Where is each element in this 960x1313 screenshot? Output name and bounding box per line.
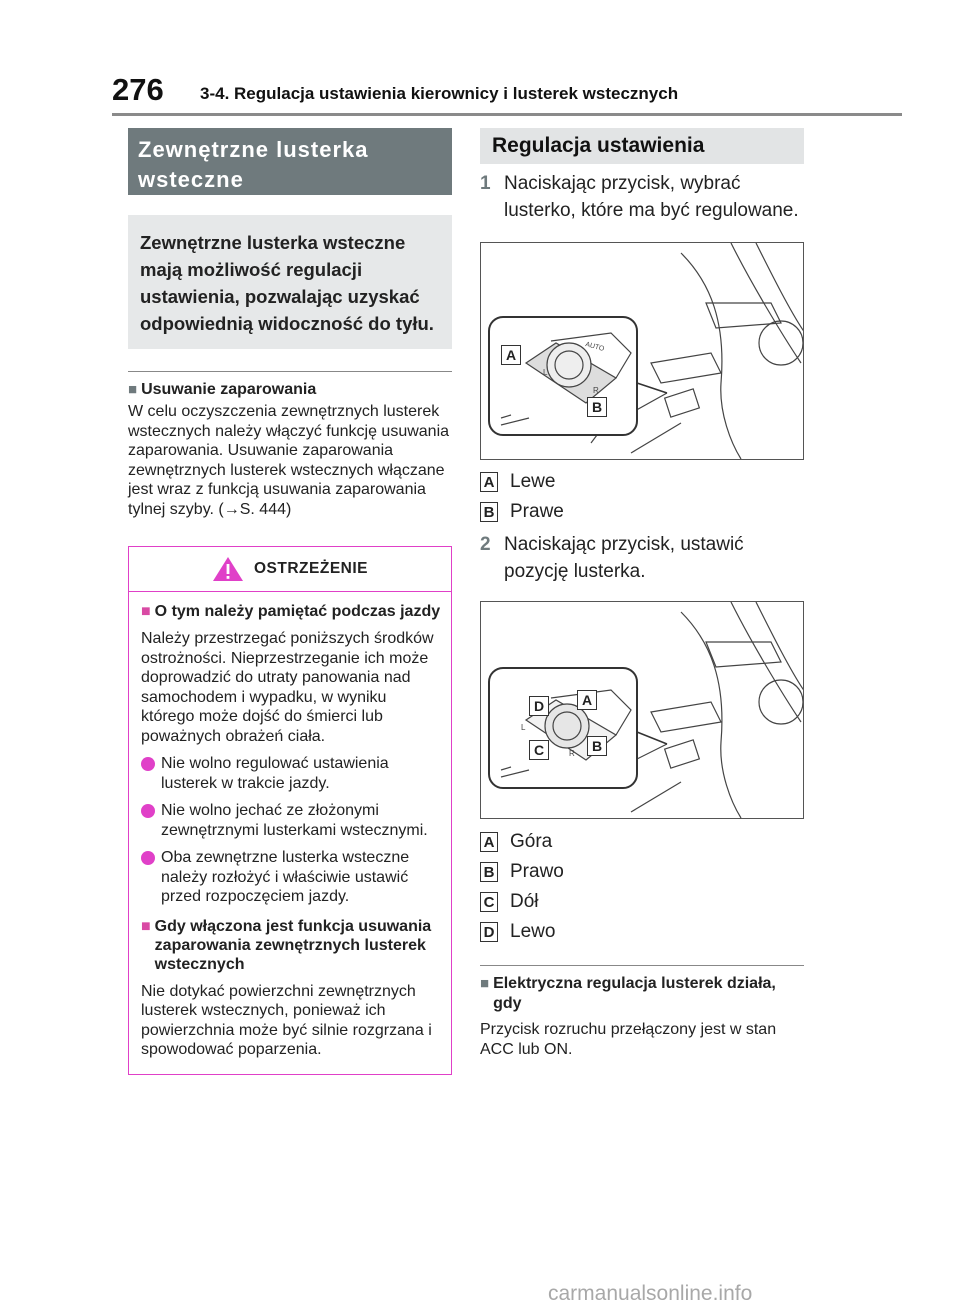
warning-title: OSTRZEŻENIE <box>253 560 368 577</box>
callout-b: B <box>587 736 607 756</box>
legend-key: D <box>480 922 498 942</box>
legend-label: Góra <box>510 831 553 852</box>
warning-paragraph: Należy przestrzegać poniższych środków ostrożności. Nieprzestrzeganie ich może doprowadzić do utraty panowania nad samochodem i wypadku, w wyniku którego może dojść do śmierci lub poważnych obrażeń ciała. <box>141 630 434 745</box>
electric-text: Przycisk rozruchu przełączony jest w stan ACC lub ON. <box>480 1021 777 1058</box>
step-number: 1 <box>480 173 491 194</box>
left-column <box>128 128 452 1075</box>
left-label: L <box>543 368 548 377</box>
page-header <box>0 0 960 120</box>
warning-paragraph: Nie dotykać powierzchni zewnętrznych lusterek wstecznych, ponieważ ich powierzchnia może być silnie rozgrzana i spowodować poparzenia. <box>141 982 432 1058</box>
square-bullet-icon: ■ <box>128 381 138 398</box>
bullet-dot-icon <box>141 804 155 818</box>
callout-c: C <box>529 740 549 760</box>
watermark: carmanualsonline.info <box>548 1282 753 1305</box>
right-column <box>480 128 804 1059</box>
figure-select-mirror <box>480 242 804 460</box>
step-number: 2 <box>480 534 491 555</box>
callout-b: B <box>587 397 607 417</box>
intro-box: Zewnętrzne lusterka wsteczne mają możliwość regulacji ustawienia, pozwalając uzyskać odpowiednią widoczność do tyłu. <box>128 215 452 349</box>
defog-heading-text: Usuwanie zaparowania <box>141 381 317 398</box>
warning-triangle-icon <box>212 556 244 582</box>
warning-divider <box>129 591 451 592</box>
callout-a: A <box>501 345 521 365</box>
legend-label: Lewo <box>510 921 556 942</box>
warning-body <box>129 602 451 1060</box>
warning-subheading-text: Gdy włączona jest funkcja usuwania zaparowania zewnętrznych lusterek wstecznych <box>154 917 432 973</box>
legend-label: Prawe <box>510 501 564 522</box>
divider <box>480 965 804 966</box>
square-bullet-icon: ■ <box>141 917 151 935</box>
divider <box>128 371 452 372</box>
section-title-adjustment: Regulacja ustawienia <box>480 128 804 164</box>
bullet-text: Oba zewnętrzne lusterka wsteczne należy rozłożyć i właściwie ustawić przed rozpoczęciem jazdy. <box>161 849 410 905</box>
warning-subheading <box>141 602 441 621</box>
legend-item <box>480 857 804 887</box>
warning-subheading <box>141 917 441 974</box>
callout-d: D <box>529 696 549 716</box>
legend-adjust <box>480 827 804 947</box>
electric-heading-text: Elektryczna regulacja lusterek działa, gdy <box>493 975 776 1012</box>
legend-item <box>480 497 804 527</box>
bullet-text: Nie wolno jechać ze złożonymi zewnętrznymi lusterkami wstecznymi. <box>161 802 428 839</box>
legend-key: C <box>480 892 498 912</box>
legend-item <box>480 827 804 857</box>
electric-heading <box>480 974 804 1014</box>
bullet-text: Nie wolno regulować ustawienia lusterek w trakcie jazdy. <box>161 755 389 792</box>
legend-key: B <box>480 502 498 522</box>
mirror-switch-illustration <box>481 243 804 459</box>
legend-item <box>480 917 804 947</box>
legend-key: A <box>480 472 498 492</box>
left-label: L <box>521 723 526 732</box>
defog-text: W celu oczyszczenia zewnętrznych lusterek wstecznych należy włączyć funkcję usuwania zaparowania. Usuwanie zaparowania zewnętrznych lusterek wstecznych włączane jest wraz z funkcją usuwania zaparowania tylnej szyby. (→S. 444) <box>128 403 450 518</box>
legend-item <box>480 887 804 917</box>
auto-label: AUTO <box>584 341 605 353</box>
step-text: Naciskając przycisk, wybrać lusterko, które ma być regulowane. <box>504 173 799 221</box>
bullet-dot-icon <box>141 757 155 771</box>
bullet-dot-icon <box>141 851 155 865</box>
right-label: R <box>593 386 599 395</box>
legend-key: A <box>480 832 498 852</box>
warning-bullet <box>141 754 441 793</box>
page-number: 276 <box>112 72 164 107</box>
step-text: Naciskając przycisk, ustawić pozycję lusterka. <box>504 534 744 582</box>
callout-a: A <box>577 690 597 710</box>
legend-key: B <box>480 862 498 882</box>
warning-bullet <box>141 801 441 840</box>
legend-label: Prawo <box>510 861 564 882</box>
warning-bullet <box>141 848 441 907</box>
figure-adjust-mirror <box>480 601 804 819</box>
square-bullet-icon: ■ <box>480 975 490 992</box>
chapter-title: 3-4. Regulacja ustawienia kierownicy i lusterek wstecznych <box>200 84 679 103</box>
legend-label: Lewe <box>510 471 556 492</box>
warning-box <box>128 546 452 1075</box>
warning-header <box>129 547 451 591</box>
legend-label: Dół <box>510 891 539 912</box>
square-bullet-icon: ■ <box>141 603 151 620</box>
right-label: R <box>569 749 575 758</box>
header-divider <box>112 113 902 116</box>
step-2 <box>480 531 804 585</box>
warning-subheading-text: O tym należy pamiętać podczas jazdy <box>154 603 441 620</box>
legend-select <box>480 467 804 527</box>
defog-heading <box>128 380 452 400</box>
legend-item <box>480 467 804 497</box>
step-1 <box>480 170 804 224</box>
section-title-mirrors: Zewnętrzne lusterka wsteczne <box>128 128 452 195</box>
